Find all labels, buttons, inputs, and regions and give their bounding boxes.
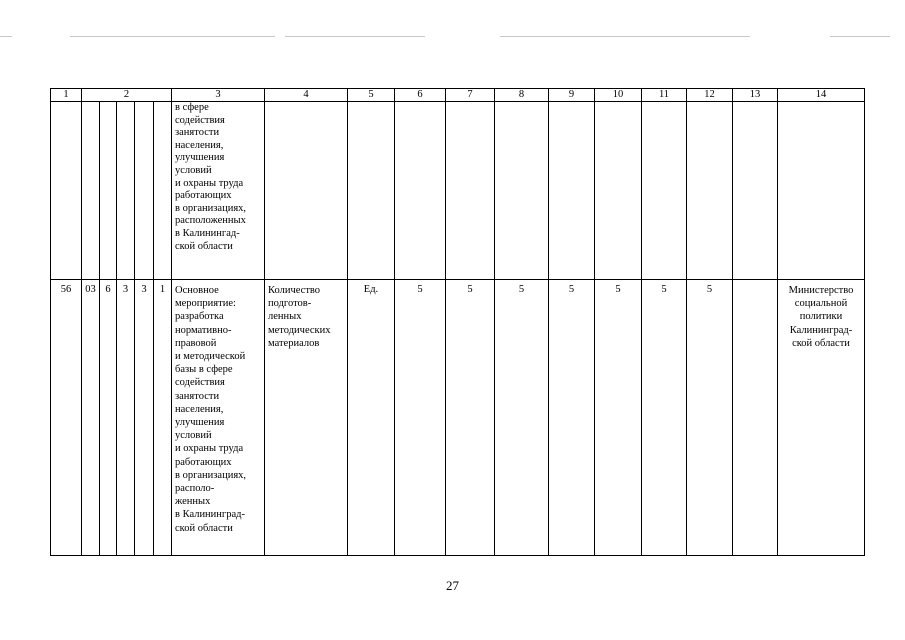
header-col-2: 2 xyxy=(123,89,130,100)
header-col-14: 14 xyxy=(815,89,827,100)
code-part-3: 3 xyxy=(122,284,129,295)
value-col-6: 5 xyxy=(417,284,423,295)
value-col-9: 5 xyxy=(568,284,575,295)
header-col-4: 4 xyxy=(303,89,309,100)
activity-description: Основное мероприятие: разработка нормативно- правовой и методической базы в сфере содействия занятости населения, улучшения условий и охраны труда работающих в организациях, располо- женных в Калининград- ской области xyxy=(175,285,247,534)
value-col-7: 5 xyxy=(467,284,473,295)
scan-artifact-line xyxy=(500,36,750,37)
value-col-12: 5 xyxy=(706,284,713,295)
header-col-8: 8 xyxy=(518,89,525,100)
header-col-3: 3 xyxy=(215,89,221,100)
scan-artifact-line xyxy=(830,36,890,37)
scan-artifact-line xyxy=(70,36,275,37)
header-col-12: 12 xyxy=(704,89,715,100)
unit-of-measure: Ед. xyxy=(363,284,379,295)
page-number: 27 xyxy=(446,578,459,593)
header-col-11: 11 xyxy=(658,89,670,100)
scan-artifact-line xyxy=(285,36,425,37)
header-col-5: 5 xyxy=(368,89,374,100)
header-col-6: 6 xyxy=(417,89,423,100)
continuation-description: в сфере содействия занятости населения, улучшения условий и охраны труда работающих в организациях, расположенных в Калинингад- ской области xyxy=(175,102,247,252)
indicator-name: Количество подготов- ленных методических материалов xyxy=(268,285,331,349)
code-part-2: 6 xyxy=(105,284,111,295)
code-part-4: 3 xyxy=(141,284,147,295)
scan-artifact-line xyxy=(0,36,12,37)
code-part-5: 1 xyxy=(159,284,166,295)
value-col-8: 5 xyxy=(518,284,525,295)
value-col-11: 5 xyxy=(661,284,667,295)
header-col-13: 13 xyxy=(749,89,761,100)
responsible-executor: Министерство социальной политики Калининград- ской области xyxy=(788,285,854,349)
header-col-10: 10 xyxy=(612,89,624,100)
row-number: 56 xyxy=(60,284,72,295)
header-col-9: 9 xyxy=(568,89,575,100)
value-col-10: 5 xyxy=(615,284,621,295)
header-col-7: 7 xyxy=(467,89,473,100)
code-part-1: 03 xyxy=(85,284,96,295)
header-col-1: 1 xyxy=(63,89,69,100)
